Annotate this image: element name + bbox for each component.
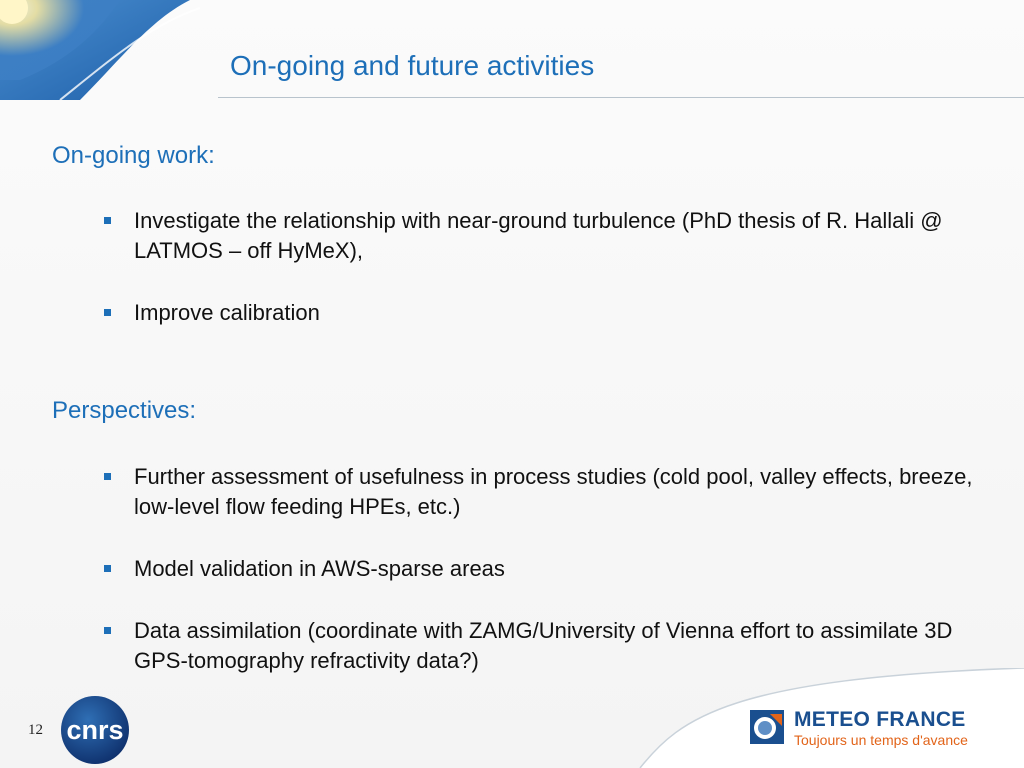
section-heading-perspectives: Perspectives: [52,397,197,424]
sun-sky-decoration [0,0,200,100]
bullet-text: Further assessment of usefulness in process studies (cold pool, valley effects, breeze, low-level flow feeding HPEs, etc.) [134,464,973,519]
bullet-item [104,206,984,266]
section-heading-ongoing-work: On-going work: [52,142,215,169]
page-number: 12 [28,722,43,738]
title-divider [218,97,1024,98]
bullet-square-icon [104,217,111,224]
meteo-france-logo [748,706,998,750]
bullet-square-icon [104,309,111,316]
cnrs-logo [58,694,132,766]
meteo-france-emblem-icon [750,710,784,744]
meteo-france-name: METEO FRANCE [794,708,966,731]
bullet-text: Model validation in AWS-sparse areas [134,556,505,581]
bullet-item [104,616,984,676]
bullet-square-icon [104,627,111,634]
bullet-square-icon [104,473,111,480]
bullet-square-icon [104,565,111,572]
bullet-item [104,462,984,522]
bullet-text: Data assimilation (coordinate with ZAMG/University of Vienna effort to assimilate 3D GPS-tomography refractivity data?) [134,618,953,673]
bullet-text: Improve calibration [134,300,320,325]
meteo-france-tagline: Toujours un temps d'avance [794,732,968,748]
svg-text:cnrs: cnrs [66,715,124,745]
bullet-item [104,298,984,328]
bullet-item [104,554,984,584]
bullet-text: Investigate the relationship with near-ground turbulence (PhD thesis of R. Hallali @ LATMOS – off HyMeX), [134,208,943,263]
slide-title: On-going and future activities [230,50,595,81]
